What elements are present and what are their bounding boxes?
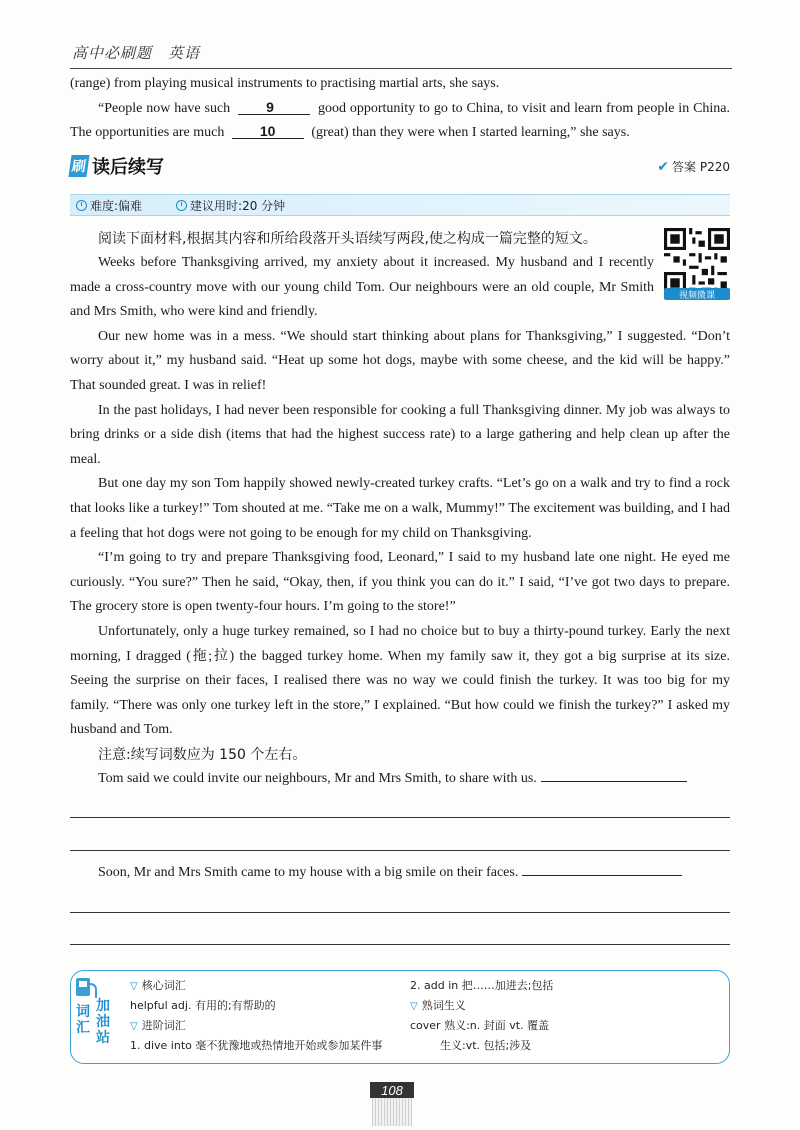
writing-line-4[interactable] [70, 944, 730, 945]
video-lesson-label[interactable]: 视频微课 [664, 288, 730, 300]
cloze-paragraph-2 [70, 97, 730, 146]
vocabulary-left-column [130, 976, 382, 1056]
vocabulary-right-column [410, 976, 553, 1056]
cloze-text-before-9: “People now have such [98, 100, 231, 116]
passage-paragraph-6: Unfortunately, only a huge turkey remained, so I had no choice but to buy a thirty-pound turkey. Early the next morning, I dragged (拖;拉) the bagged turkey home. When my family saw it, they got a big surprise at its size. Seeing the surprise on their faces, I realised there was no way we could finish the turkey. It was too big for my family. “There was only one turkey left in the store,” I explained. “But how could we finish the turkey?” I asked my husband and Tom. [70, 623, 730, 738]
continuation-paragraph-2 [70, 861, 730, 886]
time-text: 建议用时:20 分钟 [190, 198, 286, 213]
info-bar [70, 194, 730, 216]
passage-paragraph-4: But one day my son Tom happily showed newly-created turkey crafts. “Let’s go on a walk and try to find a rock that looks like a turkey!” Tom shouted at me. “Take me on a walk, Mummy!” The excitement was building, and I had a feeling that hot dogs were not going to be enough for my child on Thanksgiving. [70, 476, 730, 541]
difficulty-icon [76, 200, 87, 211]
section-title: 读后续写 [92, 157, 164, 178]
core-vocab-heading [130, 976, 382, 996]
blank-10[interactable]: 10 [232, 124, 304, 139]
familiar-word-item-1: cover 熟义:n. 封面 vt. 覆盖 [410, 1019, 550, 1032]
answer-reference [657, 158, 730, 175]
page-number: 108 [370, 1082, 414, 1098]
triangle-icon: ▽ [410, 1001, 418, 1012]
word-count-note: 注意:续写词数应为 150 个左右。 [98, 746, 307, 763]
time-info [176, 197, 285, 214]
section-heading [70, 153, 164, 179]
cloze-passage-end [70, 72, 730, 146]
familiar-word-heading [410, 996, 553, 1016]
difficulty-text: 难度:偏难 [90, 198, 143, 213]
familiar-word-item-2: 生义:vt. 包括;涉及 [440, 1039, 532, 1052]
writing-line-3[interactable] [70, 912, 730, 913]
continuation-start-2 [70, 861, 730, 886]
difficulty-info [76, 197, 142, 214]
book-header-title: 高中必刷题 英语 [72, 44, 201, 62]
blank-9[interactable]: 9 [238, 100, 310, 115]
passage-paragraph-1: Weeks before Thanksgiving arrived, my anxiety about it increased. My husband and I recently made a cross-country move with our young child Tom. Our neighbours were an old couple, Mr Smith and Mrs Smith, who were kind and friendly. [70, 255, 654, 320]
advanced-vocab-title: 进阶词汇 [141, 1019, 186, 1032]
cloze-text-mid: good opportunity to go to China, to visit and learn from people in China. The opportunities are much [70, 100, 731, 141]
triangle-icon: ▽ [130, 1021, 138, 1032]
passage-paragraph-2: Our new home was in a mess. “We should start thinking about plans for Thanksgiving,” I suggested. “Don’t worry about it,” my husband said. “Heat up some hot dogs, maybe with some cheese, and the kid will be happy.” That sounded great. I was in relief! [70, 328, 730, 393]
passage-paragraph-5: “I’m going to try and prepare Thanksgiving food, Leonard,” I said to my husband late one night. He eyed me curiously. “You sure?” Then he said, “Okay, then, if you think you can do it.” I said, “I’ve got two days to prepare. The grocery store is open twenty-four hours. I’m going to the store!” [70, 550, 730, 615]
vocab-label-jia-you-zhan: 加油站 [96, 998, 110, 1046]
instruction-block [70, 227, 662, 252]
continuation-blank-1[interactable] [541, 781, 687, 782]
brush-badge-icon: 刷 [68, 155, 89, 177]
advanced-vocab-item-1: 1. dive into 毫不犹豫地或热情地开始或参加某件事 [130, 1039, 383, 1052]
passage-body [70, 251, 730, 792]
vocab-label-ci-hui: 词汇 [76, 1004, 90, 1036]
answer-reference-text: 答案 P220 [672, 160, 730, 174]
checkmark-icon: ✔ [657, 158, 670, 175]
writing-line-2[interactable] [70, 850, 730, 851]
familiar-word-title: 熟词生义 [421, 999, 466, 1012]
passage-paragraph-3: In the past holidays, I had never been responsible for cooking a full Thanksgiving dinner. My job was always to bring drinks or a side dish (items that had the highest success rate) to a large gathering and help clean up after the meal. [70, 402, 730, 467]
core-vocab-item: helpful adj. 有用的;有帮助的 [130, 999, 276, 1012]
clock-icon [176, 200, 187, 211]
continuation-start-2-text: Soon, Mr and Mrs Smith came to my house with a big smile on their faces. [98, 865, 519, 880]
cloze-text-after-10: (great) than they were when I started learning,” she says. [311, 125, 630, 141]
advanced-vocab-item-2: 2. add in 把……加进去;包括 [410, 979, 554, 992]
cloze-line-1: (range) from playing musical instruments to practising martial arts, she says. [70, 76, 500, 91]
header-divider [70, 68, 732, 69]
advanced-vocab-heading [130, 1016, 382, 1036]
continuation-start-1-text: Tom said we could invite our neighbours, Mr and Mrs Smith, to share with us. [98, 771, 537, 787]
triangle-icon: ▽ [130, 981, 138, 992]
page-number-decoration [372, 1098, 412, 1126]
writing-line-1[interactable] [70, 817, 730, 818]
core-vocab-title: 核心词汇 [141, 979, 186, 992]
continuation-blank-2[interactable] [522, 875, 682, 876]
continuation-start-1 [70, 767, 730, 792]
instruction-text: 阅读下面材料,根据其内容和所给段落开头语续写两段,使之构成一篇完整的短文。 [98, 231, 597, 247]
